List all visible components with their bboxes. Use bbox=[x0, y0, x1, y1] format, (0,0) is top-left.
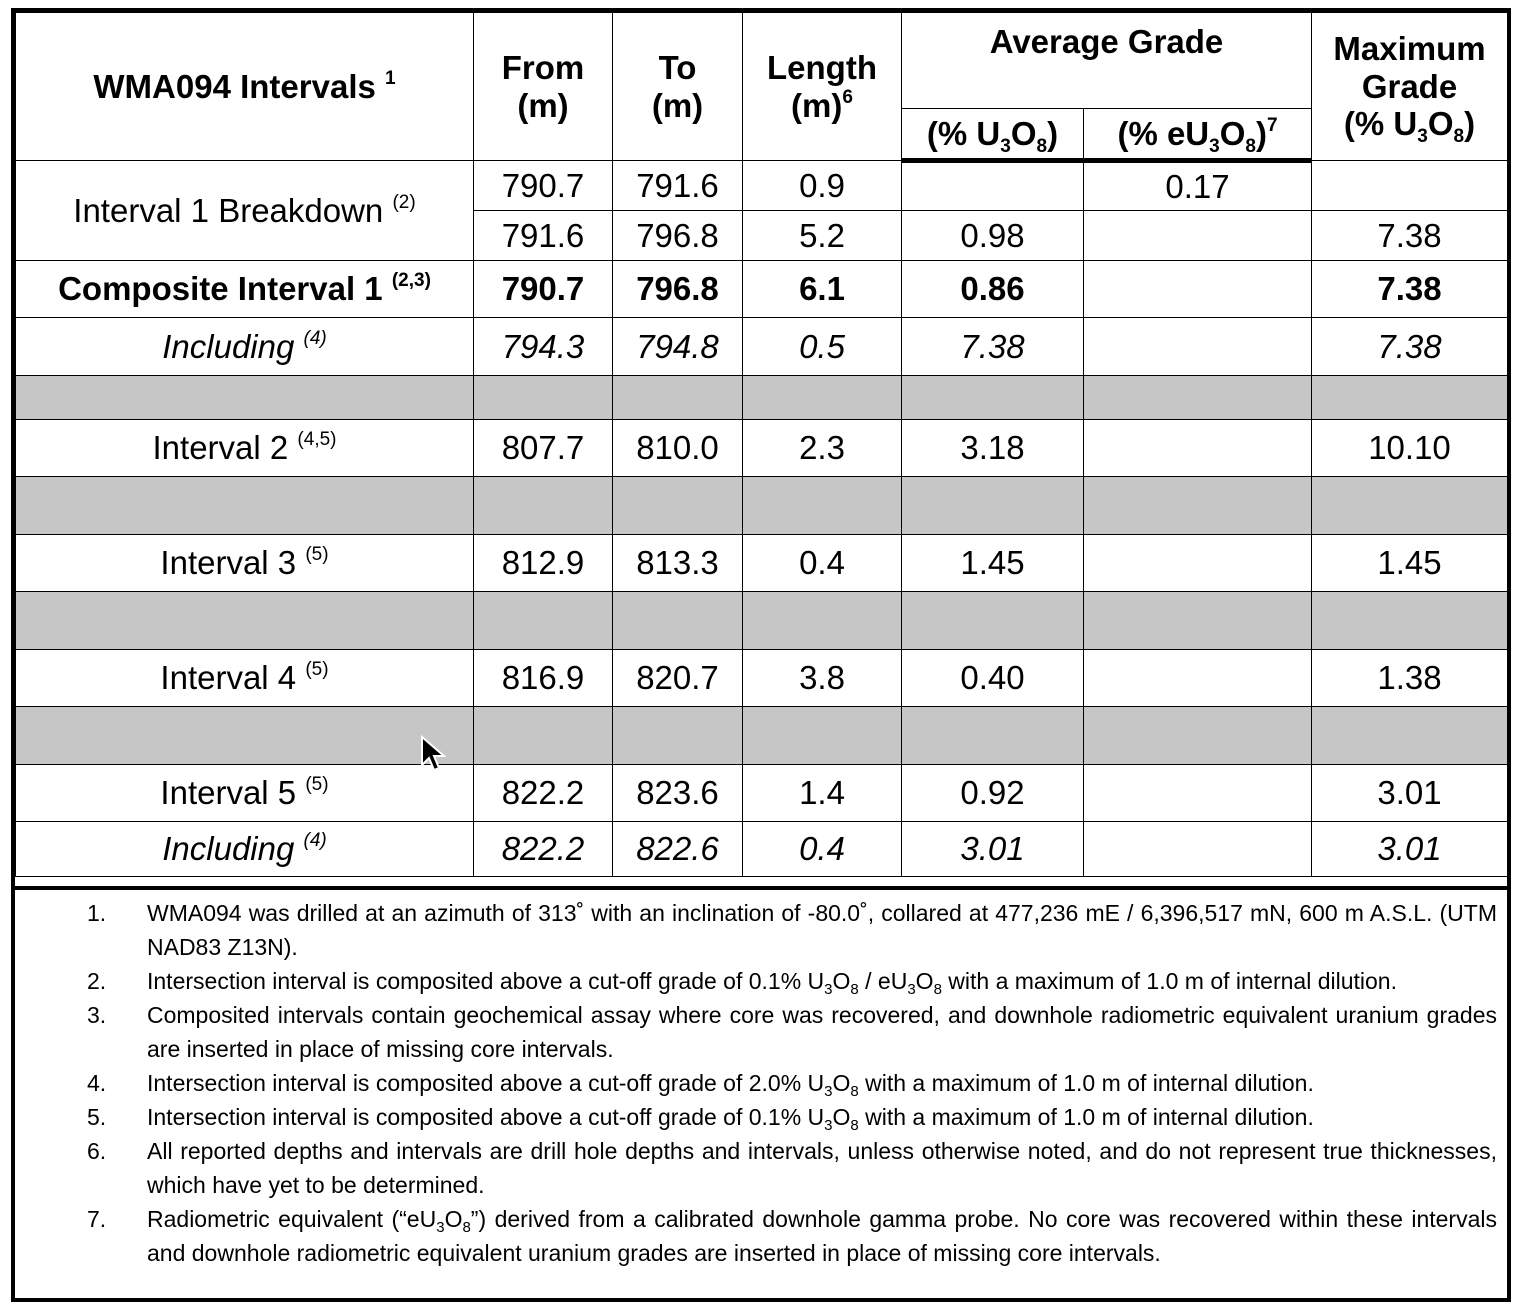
header-maximum-grade: Maximum Grade (% $U_3O_8$) bbox=[1312, 13, 1508, 161]
cell-max: 7.38 bbox=[1312, 261, 1508, 318]
footnote-5: 5. Intersection interval is composited above a cut-off grade of 0.1% $U_3O_8$ with a maximum of 1.0 m of internal dilution. bbox=[87, 1104, 1314, 1134]
table-row bbox=[16, 535, 1508, 592]
row-label: Interval 1 Breakdown $^{(2)}$ bbox=[16, 161, 474, 261]
mouse-pointer-icon bbox=[418, 735, 448, 775]
cell-to: 813.3 bbox=[613, 535, 743, 592]
cell-from: 816.9 bbox=[474, 650, 613, 707]
results-table-frame bbox=[11, 8, 1511, 1302]
cell-from: 791.6 bbox=[474, 211, 613, 261]
cell-max bbox=[1312, 161, 1508, 211]
cell-from: 794.3 bbox=[474, 318, 613, 376]
drill-results-table bbox=[15, 12, 1508, 877]
cell-eavg bbox=[1084, 261, 1312, 318]
spacer-row bbox=[16, 376, 1508, 420]
header-to: To (m) bbox=[613, 13, 743, 161]
footnote-4: 4. Intersection interval is composited above a cut-off grade of 2.0% $U_3O_8$ with a maximum of 1.0 m of internal dilution. bbox=[87, 1070, 1314, 1100]
cell-length: 0.9 bbox=[743, 161, 902, 211]
cell-length: 0.5 bbox=[743, 318, 902, 376]
cell-max: 3.01 bbox=[1312, 822, 1508, 877]
cell-length: 0.4 bbox=[743, 535, 902, 592]
cell-from: 812.9 bbox=[474, 535, 613, 592]
cell-max: 7.38 bbox=[1312, 211, 1508, 261]
footnote-1: 1. WMA094 was drilled at an azimuth of 313˚ with an inclination of -80.0˚, collared at 477,236 mE / 6,396,517 mN, 600 m A.S.L. (UTM NAD83 Z13N). bbox=[87, 900, 1497, 960]
cell-length: 5.2 bbox=[743, 211, 902, 261]
cell-avg: 1.45 bbox=[902, 535, 1084, 592]
header-avg-u3o8: (% $U_3O_8$) bbox=[902, 109, 1084, 161]
header-row-1 bbox=[16, 13, 1508, 109]
cell-eavg bbox=[1084, 535, 1312, 592]
row-label: Including $^{(4)}$ bbox=[16, 822, 474, 877]
cell-eavg bbox=[1084, 211, 1312, 261]
spacer-row bbox=[16, 592, 1508, 650]
header-average-grade: Average Grade bbox=[902, 13, 1312, 109]
cell-length: 6.1 bbox=[743, 261, 902, 318]
cell-eavg bbox=[1084, 318, 1312, 376]
table-row bbox=[16, 318, 1508, 376]
footnote-3: 3. Composited intervals contain geochemical assay where core was recovered, and downhole radiometric equivalent uranium grades are inserted in place of missing core intervals. bbox=[87, 1002, 1497, 1062]
cell-avg: 7.38 bbox=[902, 318, 1084, 376]
table-row bbox=[16, 822, 1508, 877]
cell-max: 1.45 bbox=[1312, 535, 1508, 592]
spacer-row bbox=[16, 477, 1508, 535]
cell-from: 790.7 bbox=[474, 161, 613, 211]
cell-eavg bbox=[1084, 765, 1312, 822]
cell-eavg bbox=[1084, 822, 1312, 877]
header-avg-eu3o8: (% $eU_3O_8)^7$ bbox=[1084, 109, 1312, 161]
cell-length: 3.8 bbox=[743, 650, 902, 707]
row-label: Interval 4 $^{(5)}$ bbox=[16, 650, 474, 707]
cell-avg: 0.98 bbox=[902, 211, 1084, 261]
cell-avg: 0.40 bbox=[902, 650, 1084, 707]
cell-length: 2.3 bbox=[743, 420, 902, 477]
row-label: Interval 3 $^{(5)}$ bbox=[16, 535, 474, 592]
cell-avg bbox=[902, 161, 1084, 211]
cell-to: 796.8 bbox=[613, 261, 743, 318]
table-row bbox=[16, 261, 1508, 318]
footnote-7: 7. Radiometric equivalent $(“eU_3O_8”)$ derived from a calibrated downhole gamma probe. No core was recovered within these intervals and downhole radiometric equivalent uranium grades are inserted in place of missing core intervals. bbox=[87, 1206, 1497, 1266]
cell-eavg bbox=[1084, 650, 1312, 707]
cell-to: 794.8 bbox=[613, 318, 743, 376]
cell-to: 796.8 bbox=[613, 211, 743, 261]
cell-max: 10.10 bbox=[1312, 420, 1508, 477]
row-label: Composite Interval 1 $^{(2,3)}$ bbox=[16, 261, 474, 318]
cell-from: 790.7 bbox=[474, 261, 613, 318]
footnote-6: 6. All reported depths and intervals are drill hole depths and intervals, unless otherwise noted, and do not represent true thicknesses, which have yet to be determined. bbox=[87, 1138, 1497, 1198]
table-row bbox=[16, 420, 1508, 477]
row-label: Interval 5 $^{(5)}$ bbox=[16, 765, 474, 822]
cell-to: 810.0 bbox=[613, 420, 743, 477]
cell-avg: 3.01 bbox=[902, 822, 1084, 877]
cell-avg: 0.92 bbox=[902, 765, 1084, 822]
cell-to: 820.7 bbox=[613, 650, 743, 707]
row-label: Interval 2 $^{(4,5)}$ bbox=[16, 420, 474, 477]
cell-to: 823.6 bbox=[613, 765, 743, 822]
table-row bbox=[16, 650, 1508, 707]
cell-length: 0.4 bbox=[743, 822, 902, 877]
cell-avg: 0.86 bbox=[902, 261, 1084, 318]
cell-from: 807.7 bbox=[474, 420, 613, 477]
cell-eavg: 0.17 bbox=[1084, 161, 1312, 211]
cell-from: 822.2 bbox=[474, 822, 613, 877]
spacer-row bbox=[16, 707, 1508, 765]
footnote-2: 2. Intersection interval is composited above a cut-off grade of 0.1% $U_3O_8 / eU_3O_8$ with a maximum of 1.0 m of internal dilution. bbox=[87, 968, 1397, 998]
cell-max: 7.38 bbox=[1312, 318, 1508, 376]
header-intervals: WMA094 Intervals $^1$ bbox=[16, 13, 474, 161]
cell-max: 1.38 bbox=[1312, 650, 1508, 707]
table-row bbox=[16, 161, 1508, 211]
cell-max: 3.01 bbox=[1312, 765, 1508, 822]
cell-length: 1.4 bbox=[743, 765, 902, 822]
header-length: Length $(m)^6$ bbox=[743, 13, 902, 161]
cell-to: 822.6 bbox=[613, 822, 743, 877]
row-label: Including $^{(4)}$ bbox=[16, 318, 474, 376]
header-from: From (m) bbox=[474, 13, 613, 161]
table-row bbox=[16, 765, 1508, 822]
cell-eavg bbox=[1084, 420, 1312, 477]
footnotes bbox=[15, 886, 1507, 1270]
cell-to: 791.6 bbox=[613, 161, 743, 211]
cell-from: 822.2 bbox=[474, 765, 613, 822]
cell-avg: 3.18 bbox=[902, 420, 1084, 477]
